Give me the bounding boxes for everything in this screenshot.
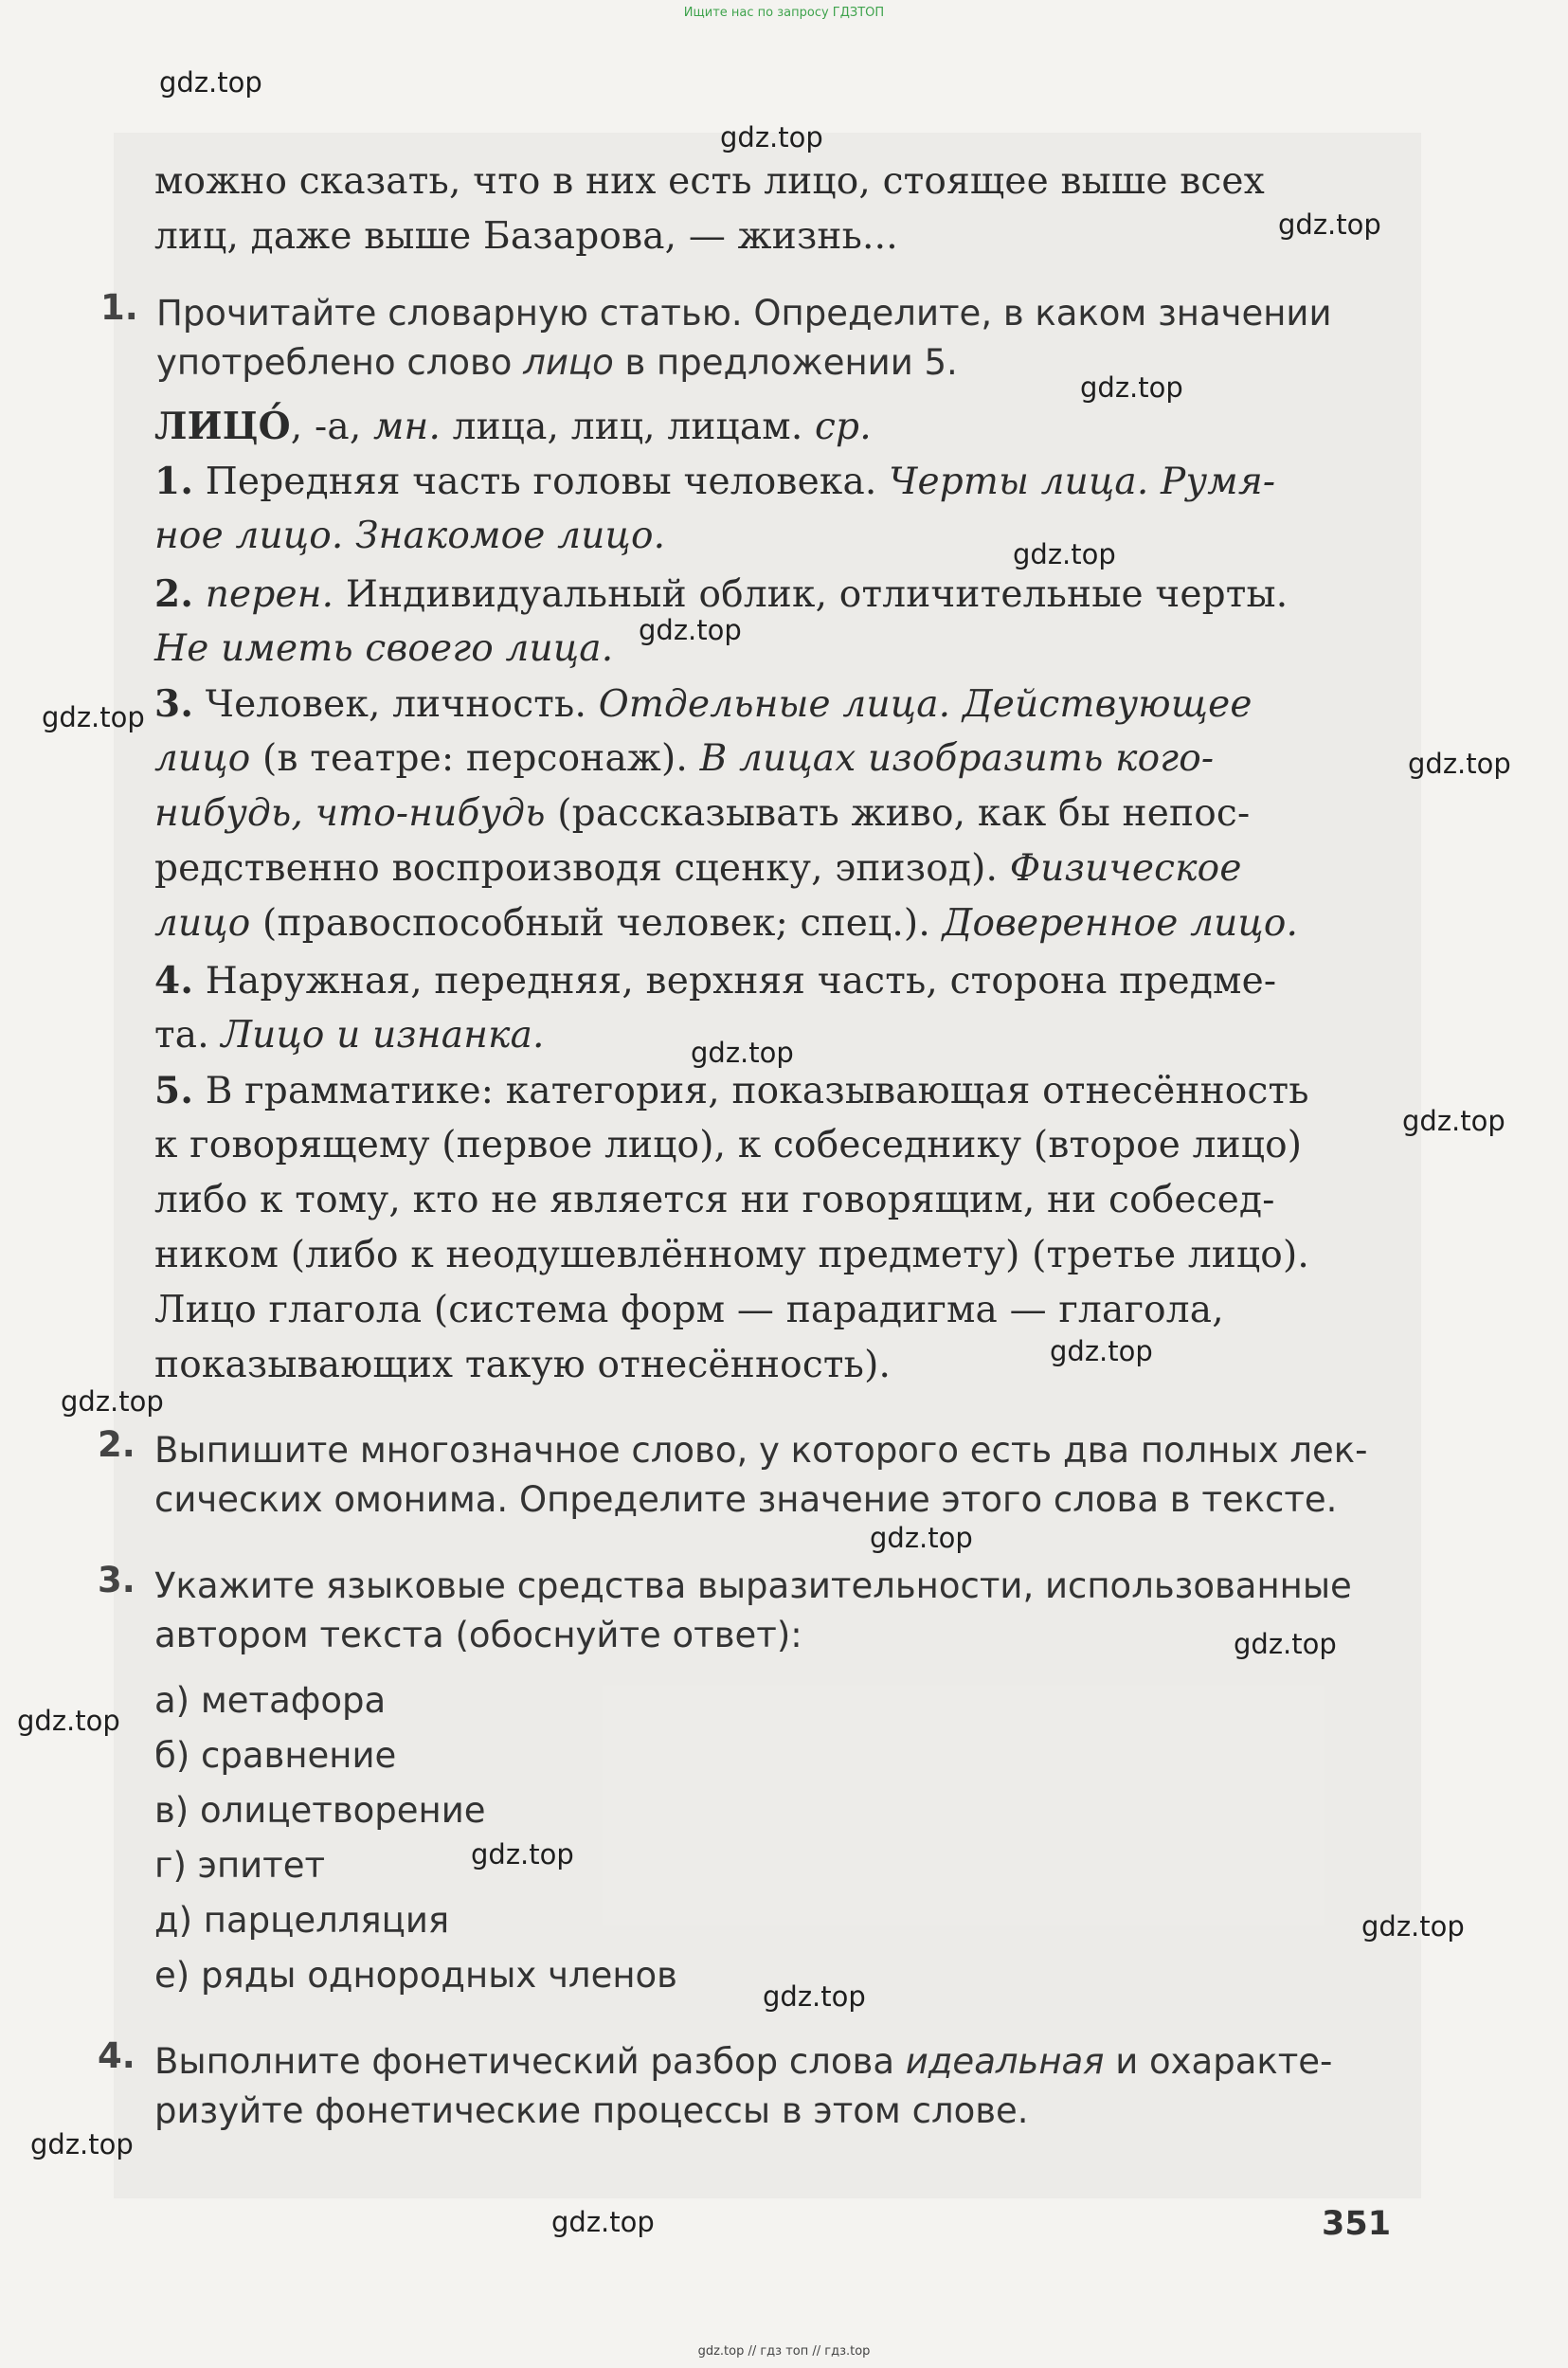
watermark: gdz.top <box>720 121 823 154</box>
dict-sense-3-line-2: лицо (в театре: персонаж). В лицах изобразить кого- <box>154 737 1215 780</box>
option-epithet: г) эпитет <box>154 1845 326 1886</box>
watermark: gdz.top <box>551 2206 655 2238</box>
task-1-line-2: употреблено слово лицо в предложении 5. <box>156 342 958 383</box>
task-1-number: 1. <box>100 287 138 328</box>
intro-line-2: лиц, даже выше Базарова, — жизнь... <box>154 215 898 258</box>
page-number: 351 <box>1322 2205 1392 2243</box>
watermark: gdz.top <box>1080 371 1183 404</box>
task-4-line-1: Выполните фонетический разбор слова идеальная и охаракте- <box>154 2041 1333 2082</box>
option-homogeneous-members: е) ряды однородных членов <box>154 1955 677 1996</box>
option-metaphor: а) метафора <box>154 1680 387 1721</box>
dict-sense-3-line-3: нибудь, что-нибудь (рассказывать живо, как бы непос- <box>154 792 1251 835</box>
watermark: gdz.top <box>17 1705 120 1737</box>
dict-sense-3-line-1: 3. Человек, личность. Отдельные лица. Действующее <box>154 682 1253 726</box>
dict-headword-line: ЛИЦО́, -а, мн. лица, лиц, лицам. ср. <box>154 405 872 448</box>
watermark: gdz.top <box>639 614 742 646</box>
dict-sense-3-line-4: редственно воспроизводя сценку, эпизод). Физическое <box>154 847 1242 890</box>
task-2-number: 2. <box>98 1424 135 1465</box>
watermark: gdz.top <box>691 1037 794 1069</box>
dict-sense-1-line-1: 1. Передняя часть головы человека. Черты лица. Румя- <box>154 460 1276 503</box>
dict-sense-2-line-1: 2. перен. Индивидуальный облик, отличительные черты. <box>154 572 1289 616</box>
watermark: gdz.top <box>763 1980 866 2013</box>
word-idealnaya: идеальная <box>905 2041 1105 2082</box>
dict-sense-5-line-4: ником (либо к неодушевлённому предмету) (третье лицо). <box>154 1234 1309 1276</box>
dict-sense-5-line-2: к говорящему (первое лицо), к собеседнику (второе лицо) <box>154 1124 1303 1166</box>
watermark: gdz.top <box>61 1385 164 1418</box>
watermark: gdz.top <box>870 1522 973 1554</box>
footer: gdz.top // гдз топ // гдз.top <box>697 2344 871 2359</box>
watermark: gdz.top <box>1278 208 1381 241</box>
watermark: gdz.top <box>30 2128 134 2160</box>
dict-sense-5-line-3: либо к тому, кто не является ни говорящим, ни собесед- <box>154 1179 1275 1221</box>
watermark: gdz.top <box>1050 1335 1153 1367</box>
task-1-line-1: Прочитайте словарную статью. Определите, в каком значении <box>156 293 1332 334</box>
watermark: gdz.top <box>1402 1105 1505 1137</box>
watermark: gdz.top <box>159 66 262 99</box>
watermark: gdz.top <box>42 701 145 733</box>
option-personification: в) олицетворение <box>154 1790 486 1831</box>
watermark: gdz.top <box>1013 538 1116 570</box>
dict-sense-5-line-1: 5. В грамматике: категория, показывающая отнесённость <box>154 1069 1309 1112</box>
dict-sense-3-line-5: лицо (правоспособный человек; спец.). Доверенное лицо. <box>154 902 1299 945</box>
top-banner: Ищите нас по запросу ГДЗТОП <box>683 6 885 20</box>
option-comparison: б) сравнение <box>154 1735 397 1776</box>
dict-sense-1-line-2: ное лицо. Знакомое лицо. <box>154 515 666 557</box>
dict-sense-4-line-1: 4. Наружная, передняя, верхняя часть, сторона предме- <box>154 959 1277 1003</box>
task-2-line-2: сических омонима. Определите значение этого слова в тексте. <box>154 1479 1338 1520</box>
watermark: gdz.top <box>1361 1910 1465 1943</box>
watermark: gdz.top <box>1408 748 1511 780</box>
task-3-line-2: автором текста (обоснуйте ответ): <box>154 1615 802 1655</box>
intro-line-1: можно сказать, что в них есть лицо, стоящее выше всех <box>154 160 1265 203</box>
dict-sense-4-line-2: та. Лицо и изнанка. <box>154 1014 545 1057</box>
task-4-line-2: ризуйте фонетические процессы в этом слове. <box>154 2090 1029 2131</box>
option-parcellation: д) парцелляция <box>154 1900 450 1941</box>
task-3-number: 3. <box>98 1560 135 1600</box>
dict-sense-2-line-2: Не иметь своего лица. <box>154 627 614 670</box>
word-litso: лицо <box>523 342 614 383</box>
task-3-line-1: Укажите языковые средства выразительности, использованные <box>154 1565 1352 1606</box>
dict-headword: ЛИЦО́ <box>154 405 291 448</box>
watermark: gdz.top <box>471 1838 574 1871</box>
task-2-line-1: Выпишите многозначное слово, у которого есть два полных лек- <box>154 1430 1368 1471</box>
watermark: gdz.top <box>1234 1628 1337 1660</box>
task-4-number: 4. <box>98 2035 135 2076</box>
dict-sense-5-line-5: Лицо глагола (система форм — парадигма — глагола, <box>154 1289 1224 1331</box>
dict-sense-5-line-6: показывающих такую отнесённость). <box>154 1344 892 1386</box>
